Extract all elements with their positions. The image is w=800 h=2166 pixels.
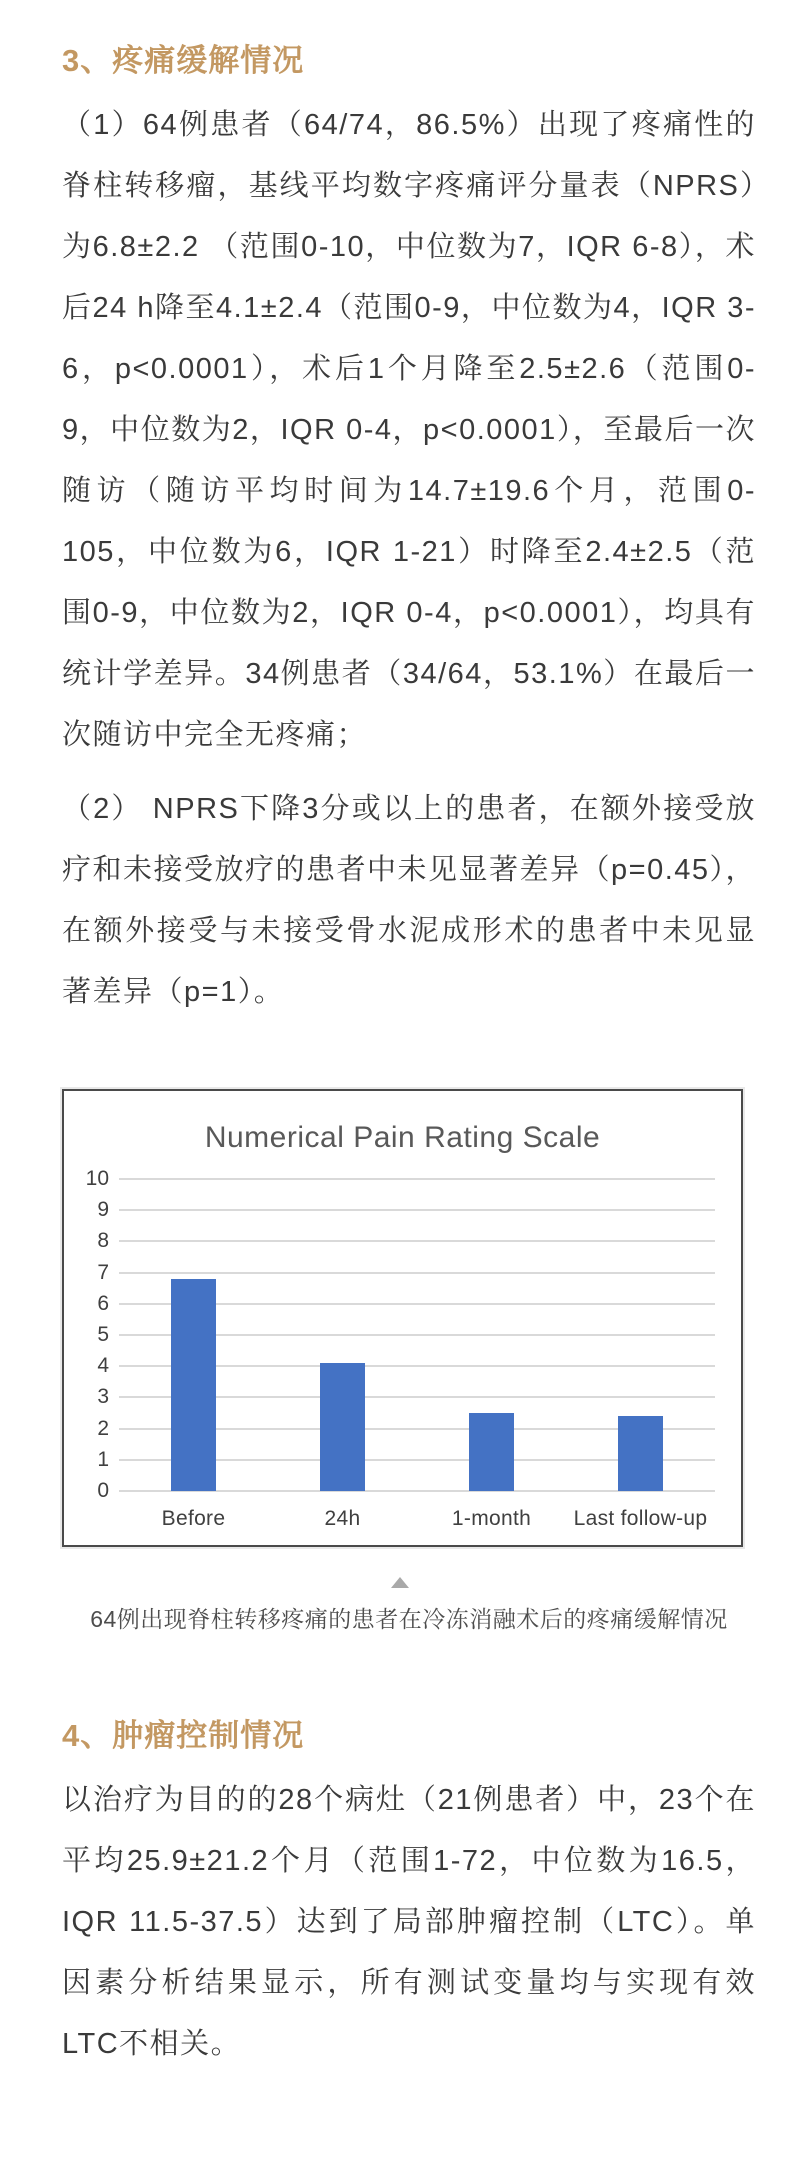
y-axis-tick-label: 6 xyxy=(97,1291,109,1315)
figure-caption: 64例出现脊柱转移疼痛的患者在冷冻消融术后的疼痛缓解情况 xyxy=(90,1606,728,1632)
chart-title: Numerical Pain Rating Scale xyxy=(204,1121,601,1154)
gridline-y9 xyxy=(119,1209,715,1211)
bar-last-follow-up xyxy=(618,1416,663,1491)
y-axis-tick-label: 4 xyxy=(97,1354,109,1378)
x-axis-tick-label: Last follow-up xyxy=(573,1507,708,1530)
y-axis-tick-label: 1 xyxy=(97,1447,109,1471)
y-axis-tick-label: 9 xyxy=(97,1198,109,1222)
section-3-heading: 3、疼痛缓解情况 xyxy=(62,43,305,78)
y-axis-tick-label: 7 xyxy=(97,1260,109,1284)
y-axis-tick-label: 8 xyxy=(97,1229,109,1253)
section-4-heading: 4、肿瘤控制情况 xyxy=(62,1718,305,1753)
y-axis-tick-label: 10 xyxy=(85,1167,109,1190)
gridline-y10 xyxy=(119,1178,715,1180)
chart-plot-area xyxy=(85,1167,715,1530)
bar-24h xyxy=(320,1363,365,1491)
gridline-y8 xyxy=(119,1240,715,1242)
section-3-paragraph-1: （1）64例患者（64/74，86.5%）出现了疼痛性的脊柱转移瘤，基线平均数字疼痛评分量表（NPRS）为6.8±2.2 （范围0-10，中位数为7，IQR 6-8），术后24 h降至4.1±2.4（范围0-9，中位数为4，IQR 3-6，p<0.0001），术后1个月降至2.5±2.6（范围0-9，中位数为2，IQR 0-4，p<0.0001），至最后一次随访（随访平均时间为14.7±19.6个月，范围0-105，中位数为6，IQR 1-21）时降至2.4±2.5（范围0-9，中位数为2，IQR 0-4，p<0.0001），均具有统计学差异。34例患者（34/64，53.1%）在最后一次随访中完全无疼痛； xyxy=(62,109,756,751)
section-4-paragraph-1: 以治疗为目的的28个病灶（21例患者）中，23个在平均25.9±21.2个月（范围1-72，中位数为16.5，IQR 11.5-37.5）达到了局部肿瘤控制（LTC）。单因素分析结果显示，所有测试变量均与实现有效LTC不相关。 xyxy=(62,1784,756,2060)
gridline-y7 xyxy=(119,1272,715,1274)
bar-1-month xyxy=(469,1413,514,1491)
x-axis-tick-label: Before xyxy=(161,1507,226,1530)
y-axis-tick-label: 5 xyxy=(97,1323,109,1346)
caption-pointer-triangle-icon xyxy=(391,1577,409,1588)
y-axis-tick-label: 0 xyxy=(97,1479,109,1502)
y-axis-tick-label: 3 xyxy=(97,1385,109,1409)
nprs-chart-figure xyxy=(62,1089,756,1547)
x-axis-tick-label: 1-month xyxy=(451,1507,532,1530)
nprs-bar-chart xyxy=(62,1089,743,1547)
bar-before xyxy=(171,1279,216,1491)
x-axis-tick-label: 24h xyxy=(324,1507,361,1530)
section-3-paragraph-2: （2） NPRS下降3分或以上的患者，在额外接受放疗和未接受放疗的患者中未见显著差异（p=0.45），在额外接受与未接受骨水泥成形术的患者中未见显著差异（p=1）。 xyxy=(62,793,757,1008)
y-axis-tick-label: 2 xyxy=(97,1416,109,1440)
